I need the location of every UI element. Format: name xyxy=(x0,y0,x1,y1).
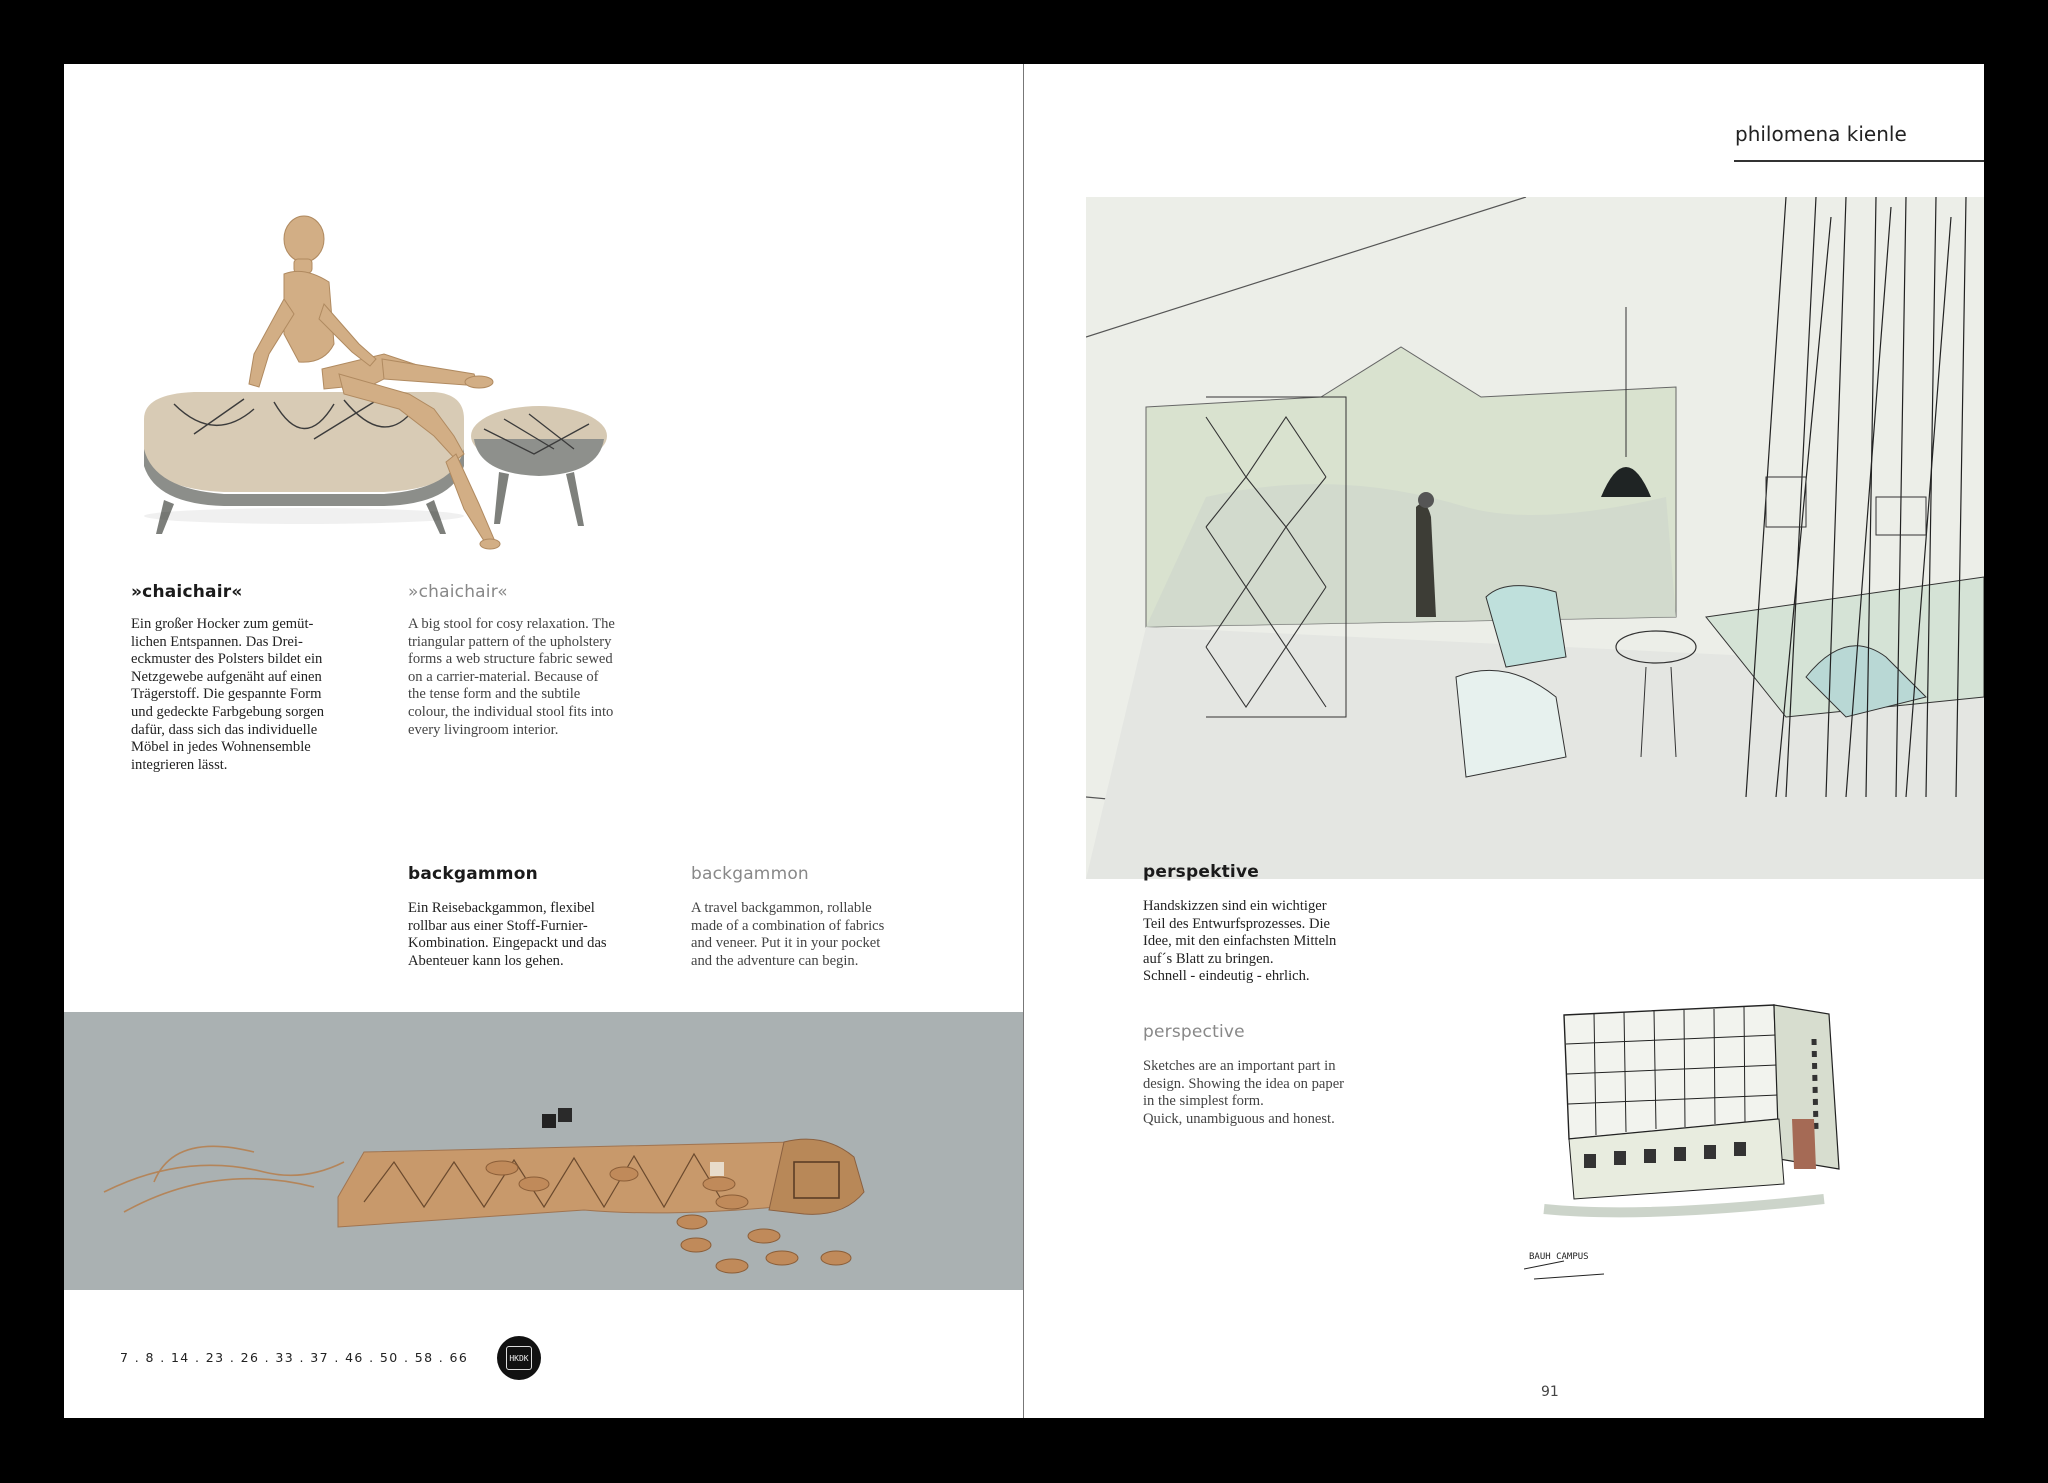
chaichair-illustration xyxy=(134,204,674,604)
header-rule xyxy=(1734,160,1984,162)
perspektive-text-de: Handskizzen sind ein wichtiger Teil des Entwurfsprozesses. Die Idee, mit den einfachsten Mitteln auf´s Blatt zu bringen. Schnell - eindeutig - ehrlich. xyxy=(1143,898,1337,985)
backgammon-illustration xyxy=(64,1012,1023,1290)
right-page xyxy=(1024,64,1984,1418)
backgammon-title-en: backgammon xyxy=(691,864,809,884)
chaichair-photo xyxy=(134,204,674,604)
page-number: 91 xyxy=(1541,1384,1559,1400)
chaichair-text-de: Ein großer Hocker zum gemüt- lichen Entspannen. Das Drei- eckmuster des Polsters bildet ein Netzgewebe aufgenäht auf einen Trägerstoff. Die gespannte Form und gedeckte Farbgebung sorgen dafür, dass sich das individuelle Möbel in jedes Wohnensemble integrieren lässt. xyxy=(131,616,325,773)
chaichair-text-en: A big stool for cosy relaxation. The triangular pattern of the upholstery forms a web structure fabric sewed on a carrier-material. Because of the tense form and the subtile colour, the individual stool fits into every livingroom interior. xyxy=(408,616,615,738)
hkdk-logo: HKDK xyxy=(506,1346,532,1370)
backgammon-title-de: backgammon xyxy=(408,864,538,884)
interior-sketch xyxy=(1086,197,1984,879)
page-index: 7 . 8 . 14 . 23 . 26 . 33 . 37 . 46 . 50 . 58 . 66 xyxy=(120,1350,469,1365)
perspektive-title-de: perspektive xyxy=(1143,862,1259,882)
backgammon-text-de: Ein Reisebackgammon, flexibel rollbar aus einer Stoff-Furnier- Kombination. Eingepackt und das Abenteuer kann los gehen. xyxy=(408,900,607,969)
perspektive-text-en: Sketches are an important part in design. Showing the idea on paper in the simplest form. Quick, unambiguous and honest. xyxy=(1143,1058,1345,1127)
interior-sketch-illustration xyxy=(1086,197,1984,879)
chaichair-title-en: »chaichair« xyxy=(408,582,508,602)
backgammon-text-en: A travel backgammon, rollable made of a combination of fabrics and veneer. Put it in your pocket and the adventure can begin. xyxy=(691,900,885,969)
bauhaus-sketch xyxy=(1524,969,1954,1334)
backgammon-photo xyxy=(64,1012,1023,1290)
spine-divider xyxy=(1023,64,1024,1418)
bauhaus-sketch-illustration xyxy=(1524,969,1954,1334)
bauhaus-signature: BAUH CAMPUS xyxy=(1529,1252,1589,1262)
chaichair-title-de: »chaichair« xyxy=(131,582,243,602)
designer-name: philomena kienle xyxy=(1735,122,1907,146)
left-page xyxy=(64,64,1023,1418)
perspektive-title-en: perspective xyxy=(1143,1022,1245,1042)
hkdk-badge xyxy=(497,1336,541,1380)
